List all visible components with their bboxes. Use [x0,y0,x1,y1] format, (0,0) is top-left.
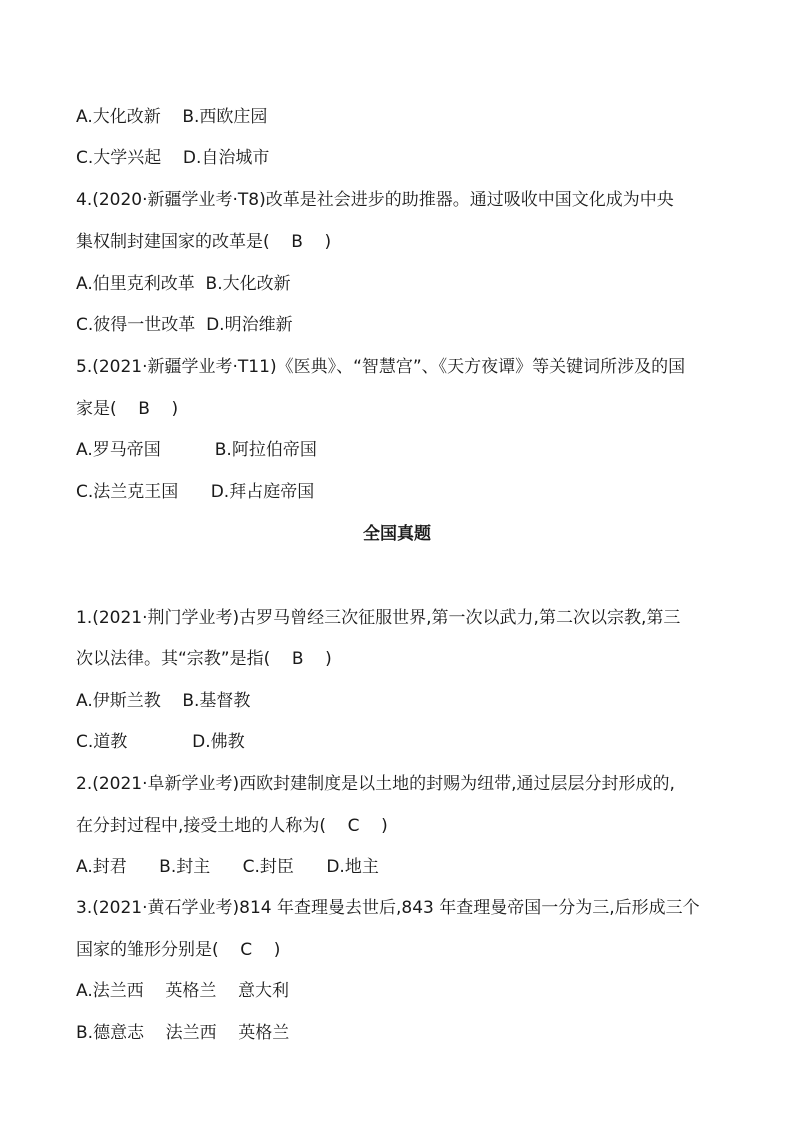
option-line: A.大化改新 B.西欧庄园 [76,107,268,127]
option-line: C.道教 D.佛教 [76,732,245,752]
option-line: B.德意志 法兰西 英格兰 [76,1023,290,1043]
question-line: 国家的雏形分别是( C ) [76,940,281,960]
option-line: A.伊斯兰教 B.基督教 [76,691,251,711]
option-line: A.封君 B.封主 C.封臣 D.地主 [76,857,379,877]
question-line: 4.(2020·新疆学业考·T8)改革是社会进步的助推器。通过吸收中国文化成为中央 [76,190,674,210]
option-line: A.罗马帝国 B.阿拉伯帝国 [76,440,317,460]
question-line: 3.(2021·黄石学业考)814 年查理曼去世后,843 年查理曼帝国一分为三,后形成三个 [76,898,700,918]
question-line: 集权制封建国家的改革是( B ) [76,232,332,252]
question-line: 5.(2021·新疆学业考·T11)《医典》、“智慧宫”、《天方夜谭》等关键词所涉及的国 [76,357,686,377]
option-line: C.彼得一世改革 D.明治维新 [76,315,293,335]
question-line: 家是( B ) [76,399,179,419]
question-line: 1.(2021·荆门学业考)古罗马曾经三次征服世界,第一次以武力,第二次以宗教,第三 [76,608,681,628]
option-line: C.大学兴起 D.自治城市 [76,148,270,168]
question-line: 次以法律。其“宗教”是指( B ) [76,649,332,669]
question-line: 在分封过程中,接受土地的人称为( C ) [76,816,388,836]
option-line: C.法兰克王国 D.拜占庭帝国 [76,482,315,502]
question-line: 2.(2021·阜新学业考)西欧封建制度是以土地的封赐为纽带,通过层层分封形成的, [76,774,675,794]
option-line: A.伯里克利改革 B.大化改新 [76,274,291,294]
section-title: 全国真题 [363,524,431,544]
option-line: A.法兰西 英格兰 意大利 [76,981,289,1001]
